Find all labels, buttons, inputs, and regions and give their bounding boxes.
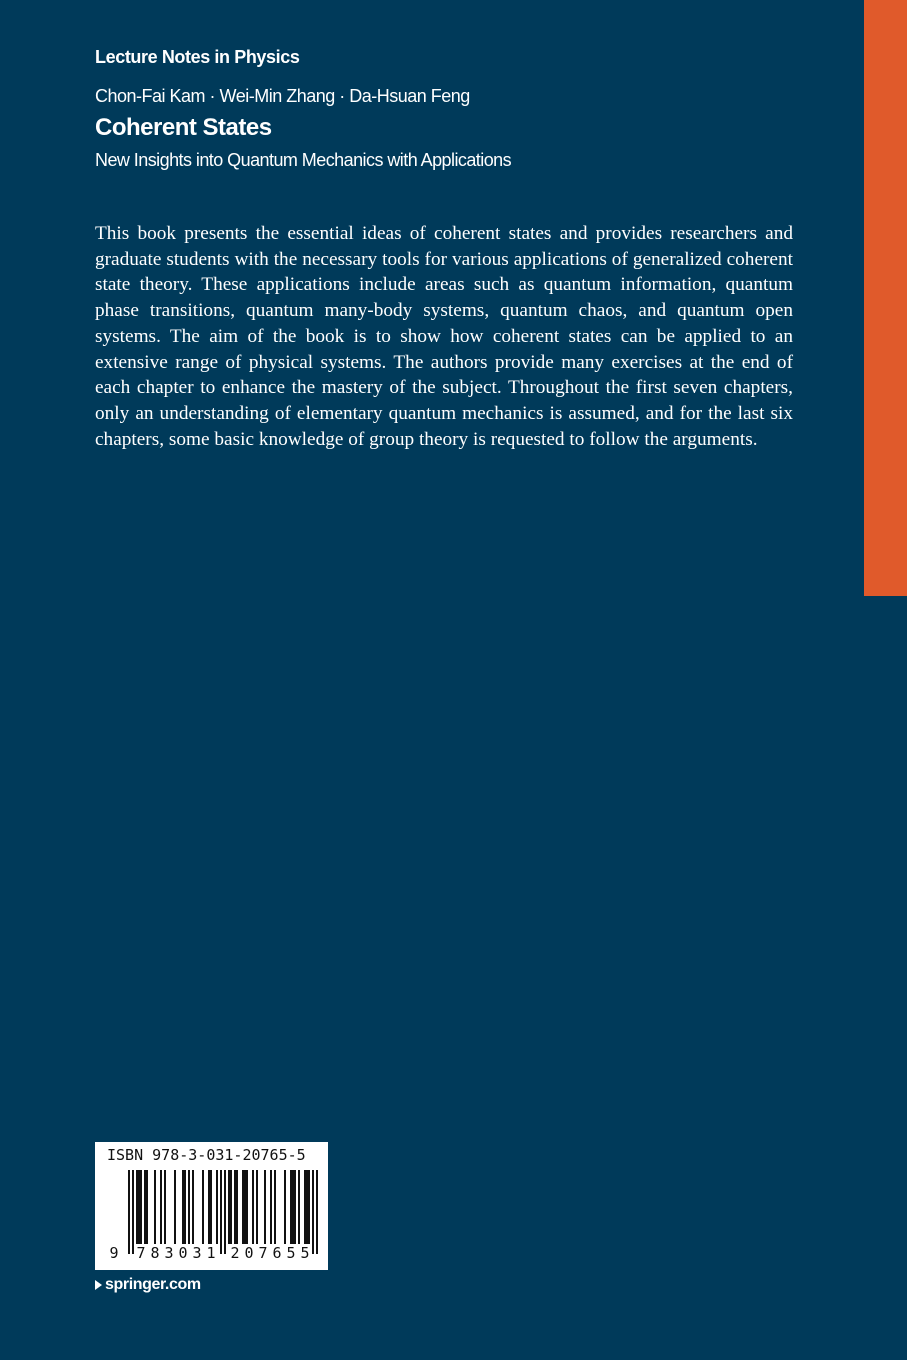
barcode-graphic [95, 1142, 328, 1270]
barcode-digit: 3 [192, 1244, 202, 1262]
barcode-bar [208, 1170, 210, 1244]
barcode-bar [146, 1170, 148, 1244]
book-title: Coherent States [95, 114, 272, 141]
book-subtitle: New Insights into Quantum Mechanics with Applications [95, 150, 512, 170]
barcode-bar [220, 1170, 222, 1254]
barcode-bar [182, 1170, 184, 1244]
barcode-bar [224, 1170, 226, 1254]
barcode-bar [294, 1170, 296, 1244]
barcode-bar [270, 1170, 272, 1244]
barcode-bar [154, 1170, 156, 1244]
barcode-bar [228, 1170, 230, 1244]
barcode-bar [242, 1170, 244, 1244]
barcode-digit: 5 [286, 1244, 296, 1262]
barcode-bar [202, 1170, 204, 1244]
barcode-bar [210, 1170, 212, 1244]
barcode-bar [312, 1170, 314, 1254]
isbn-barcode [95, 1142, 328, 1270]
barcode-digit: 0 [178, 1244, 188, 1262]
barcode-digit: 0 [244, 1244, 254, 1262]
book-description: This book presents the essential ideas of coherent states and provides researchers and graduate students with the necessary tools for various applications of generalized coherent state theory. These applications include areas such as quantum information, quantum phase transitions, quantum many-body systems, quantum chaos, and quantum open systems. The aim of the book is to show how coherent states can be applied to an extensive range of physical systems. The authors provide many exercises at the end of each chapter to enhance the mastery of the subject. Throughout the first seven chapters, only an understanding of elementary quantum mechanics is assumed, and for the last six chapters, some basic knowledge of group theory is requested to follow the arguments. [95, 223, 793, 450]
barcode-bar [292, 1170, 294, 1244]
barcode-bar [284, 1170, 286, 1244]
barcode-digit: 2 [230, 1244, 240, 1262]
orange-accent-band [864, 0, 907, 596]
barcode-bar [138, 1170, 140, 1244]
barcode-bar [234, 1170, 236, 1244]
barcode-digit: 8 [150, 1244, 160, 1262]
barcode-bar [236, 1170, 238, 1244]
barcode-bar [192, 1170, 194, 1244]
barcode-digit: 7 [258, 1244, 268, 1262]
barcode-bar [144, 1170, 146, 1244]
barcode-bar [160, 1170, 162, 1244]
barcode-digit: 3 [164, 1244, 174, 1262]
barcode-bar [128, 1170, 130, 1254]
barcode-bar [304, 1170, 306, 1244]
barcode-bar [164, 1170, 166, 1244]
series-name: Lecture Notes in Physics [95, 47, 300, 67]
barcode-digit: 9 [109, 1244, 119, 1262]
barcode-bar [246, 1170, 248, 1244]
barcode-bar [140, 1170, 142, 1244]
barcode-bar [184, 1170, 186, 1244]
barcode-digit: 7 [136, 1244, 146, 1262]
barcode-bar [132, 1170, 134, 1254]
barcode-bar [244, 1170, 246, 1244]
authors: Chon-Fai Kam · Wei-Min Zhang · Da-Hsuan Feng [95, 86, 470, 106]
barcode-bar [290, 1170, 292, 1244]
barcode-bar [274, 1170, 276, 1244]
barcode-bar [308, 1170, 310, 1244]
barcode-bar [174, 1170, 176, 1244]
barcode-bar [188, 1170, 190, 1244]
barcode-bar [306, 1170, 308, 1244]
barcode-bar [252, 1170, 254, 1244]
barcode-bar [298, 1170, 300, 1244]
barcode-bar [136, 1170, 138, 1244]
barcode-bar [230, 1170, 232, 1244]
publisher-website[interactable] [95, 1276, 201, 1294]
arrow-right-icon [95, 1280, 102, 1290]
barcode-digit: 1 [206, 1244, 216, 1262]
isbn-label: ISBN 978-3-031-20765-5 [107, 1146, 306, 1164]
barcode-digit: 6 [272, 1244, 282, 1262]
barcode-bar [256, 1170, 258, 1244]
barcode-bar [264, 1170, 266, 1244]
barcode-digit: 5 [300, 1244, 310, 1262]
website-label: springer.com [105, 1276, 201, 1293]
barcode-bar [316, 1170, 318, 1254]
barcode-bar [216, 1170, 218, 1244]
